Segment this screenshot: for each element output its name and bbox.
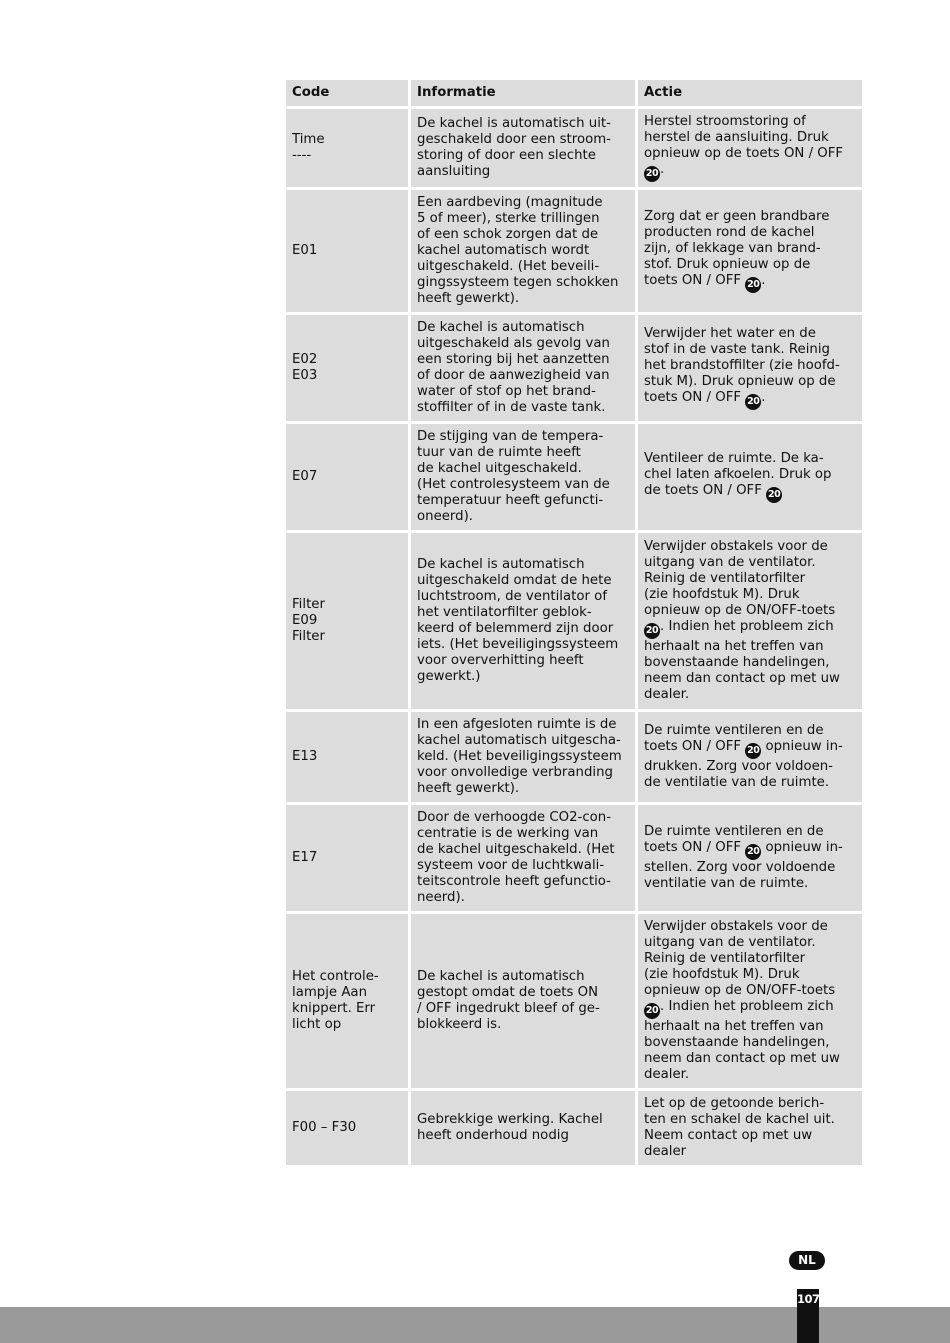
action-text: Ventileer de ruimte. De ka- chel laten afkoelen. Druk op de toets ON / OFF bbox=[644, 451, 832, 498]
action-text: Zorg dat er geen brandbare producten rond de kachel zijn, of lekkage van brand- stof. Druk opnieuw op de toets ON / OFF bbox=[644, 209, 830, 288]
action-text: Verwijder obstakels voor de uitgang van de ventilator. Reinig de ventilatorfilter (zie hoofdstuk M). Druk opnieuw op de ON/OFF-toets bbox=[644, 919, 836, 998]
item-20-ref-icon: 20 bbox=[766, 487, 782, 503]
header-actie: Actie bbox=[638, 80, 862, 106]
header-code: Code bbox=[286, 80, 408, 106]
item-20-ref-icon: 20 bbox=[745, 277, 761, 293]
table-row bbox=[286, 424, 862, 530]
item-20-ref-icon: 20 bbox=[644, 166, 660, 182]
table-row bbox=[286, 190, 862, 312]
action-text-tail: . bbox=[761, 273, 766, 288]
table-body bbox=[286, 109, 862, 1165]
action-cell bbox=[638, 914, 862, 1088]
error-code-table bbox=[283, 77, 865, 1168]
item-20-ref-icon: 20 bbox=[644, 623, 660, 639]
code-cell: F00 – F30 bbox=[286, 1091, 408, 1165]
info-cell: De kachel is automatisch uitgeschakeld omdat de hete luchtstroom, de ventilator of het ventilatorfilter geblok- keerd of belemmerd zijn door iets. (Het beveiligingssysteem voor oververhitting heeft gewerkt.) bbox=[411, 533, 635, 709]
info-cell: De kachel is automatisch gestopt omdat de toets ON / OFF ingedrukt bleef of ge- blokkeerd is. bbox=[411, 914, 635, 1088]
code-cell: Filter E09 Filter bbox=[286, 533, 408, 709]
item-20-ref-icon: 20 bbox=[745, 743, 761, 759]
info-cell: Een aardbeving (magnitude 5 of meer), sterke trillingen of een schok zorgen dat de kachel automatisch wordt uitgeschakeld. (Het beveili- gingssysteem tegen schokken heeft gewerkt). bbox=[411, 190, 635, 312]
code-cell: Time ---- bbox=[286, 109, 408, 187]
language-badge: NL bbox=[789, 1251, 825, 1270]
action-cell bbox=[638, 315, 862, 421]
action-text: Verwijder obstakels voor de uitgang van de ventilator. Reinig de ventilatorfilter (zie hoofdstuk M). Druk opnieuw op de ON/OFF-toets bbox=[644, 539, 836, 618]
code-cell: E02 E03 bbox=[286, 315, 408, 421]
table-row bbox=[286, 805, 862, 911]
page-number: 107 bbox=[797, 1292, 820, 1306]
item-20-ref-icon: 20 bbox=[745, 394, 761, 410]
code-cell: E13 bbox=[286, 712, 408, 802]
action-cell bbox=[638, 1091, 862, 1165]
table-row bbox=[286, 109, 862, 187]
info-cell: Gebrekkige werking. Kachel heeft onderhoud nodig bbox=[411, 1091, 635, 1165]
info-cell: De kachel is automatisch uit- geschakeld door een stroom- storing of door een slechte aansluiting bbox=[411, 109, 635, 187]
action-cell bbox=[638, 533, 862, 709]
table-row bbox=[286, 1091, 862, 1165]
info-cell: De stijging van de tempera- tuur van de ruimte heeft de kachel uitgeschakeld. (Het controlesysteem van de temperatuur heeft gefuncti- oneerd). bbox=[411, 424, 635, 530]
info-cell: In een afgesloten ruimte is de kachel automatisch uitgescha- keld. (Het beveiligingssysteem voor onvolledige verbranding heeft gewerkt). bbox=[411, 712, 635, 802]
item-20-ref-icon: 20 bbox=[745, 844, 761, 860]
action-text-tail: . bbox=[660, 162, 665, 177]
info-cell: De kachel is automatisch uitgeschakeld als gevolg van een storing bij het aanzetten of door de aanwezigheid van water of stof op het brand- stoffilter of in de vaste tank. bbox=[411, 315, 635, 421]
info-cell: Door de verhoogde CO2-con- centratie is de werking van de kachel uitgeschakeld. (Het systeem voor de luchtkwali- teitscontrole heeft gefunctio- neerd). bbox=[411, 805, 635, 911]
action-text-tail: opnieuw in- drukken. Zorg voor voldoen- de ventilatie van de ruimte. bbox=[644, 739, 843, 790]
table-header-row bbox=[286, 80, 862, 106]
action-cell bbox=[638, 424, 862, 530]
action-text: De ruimte ventileren en de toets ON / OFF bbox=[644, 824, 824, 855]
action-cell bbox=[638, 109, 862, 187]
header-informatie: Informatie bbox=[411, 80, 635, 106]
code-cell: E01 bbox=[286, 190, 408, 312]
action-text-tail: . Indien het probleem zich herhaalt na het treffen van bovenstaande handelingen, neem dan contact op met uw dealer. bbox=[644, 999, 840, 1082]
action-text: Let op de getoonde berich- ten en schakel de kachel uit. Neem contact op met uw dealer bbox=[644, 1096, 835, 1159]
table-row bbox=[286, 315, 862, 421]
action-text: Verwijder het water en de stof in de vaste tank. Reinig het brandstoffilter (zie hoofd- stuk M). Druk opnieuw op de toets ON / OFF bbox=[644, 326, 840, 405]
code-cell: E17 bbox=[286, 805, 408, 911]
code-cell: E07 bbox=[286, 424, 408, 530]
action-cell bbox=[638, 805, 862, 911]
item-20-ref-icon: 20 bbox=[644, 1003, 660, 1019]
action-cell bbox=[638, 712, 862, 802]
action-text-tail: opnieuw in- stellen. Zorg voor voldoende ventilatie van de ruimte. bbox=[644, 840, 843, 891]
action-text: De ruimte ventileren en de toets ON / OFF bbox=[644, 723, 824, 754]
code-cell: Het controle- lampje Aan knippert. Err licht op bbox=[286, 914, 408, 1088]
action-text: Herstel stroomstoring of herstel de aansluiting. Druk opnieuw op de toets ON / OFF bbox=[644, 114, 844, 161]
action-cell bbox=[638, 190, 862, 312]
table-row bbox=[286, 533, 862, 709]
action-text-tail: . bbox=[761, 390, 766, 405]
action-text-tail: . Indien het probleem zich herhaalt na het treffen van bovenstaande handelingen, neem dan contact op met uw dealer. bbox=[644, 619, 840, 702]
table-row bbox=[286, 712, 862, 802]
table-row bbox=[286, 914, 862, 1088]
page-tab bbox=[797, 1289, 819, 1343]
